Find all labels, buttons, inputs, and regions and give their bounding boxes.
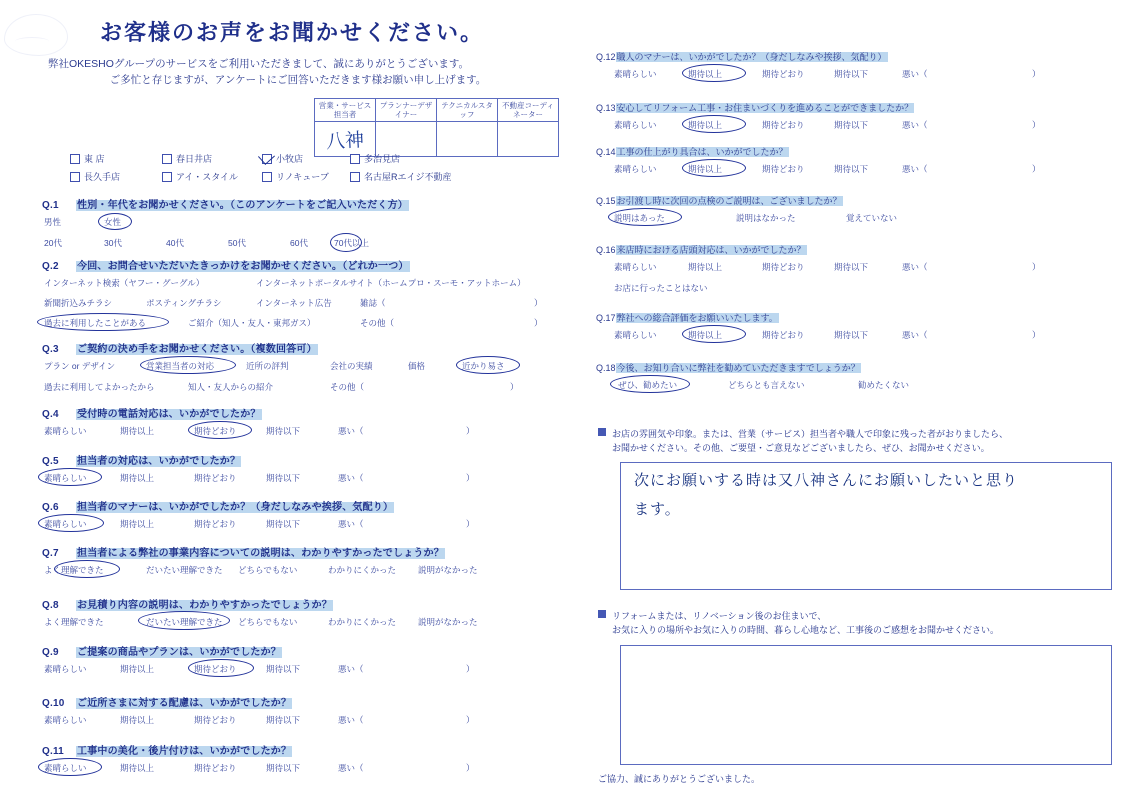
question-q14 bbox=[596, 145, 1116, 179]
option-above-expect[interactable]: 期待以上 bbox=[120, 426, 155, 436]
checkbox-nagoya-rage[interactable] bbox=[350, 170, 452, 183]
lead-line-2: ご多忙と存じますが、アンケートにご回答いただきます様お願い申し上げます。 bbox=[109, 74, 487, 87]
option-as-expect[interactable]: 期待どおり bbox=[194, 473, 237, 483]
question-heading bbox=[42, 405, 562, 420]
question-number: Q.13 bbox=[596, 103, 616, 113]
option-understood-mostly[interactable]: だいたい理解できた bbox=[146, 617, 223, 627]
question-text: 安心してリフォーム工事・お住まいづくりを進めることができましたか？ bbox=[616, 103, 914, 113]
option-other[interactable]: その他（ bbox=[360, 318, 395, 328]
option-bad[interactable]: 悪い（ bbox=[338, 715, 364, 725]
question-text: ご近所さまに対する配慮は、いかがでしたか？ bbox=[77, 698, 292, 709]
prompt-line-2: お聞かせください。その他、ご要望・ご意見などございましたら、ぜひ、お聞かせください。 bbox=[612, 443, 990, 454]
checkbox-label: 春日井店 bbox=[176, 154, 213, 164]
answer-options-row bbox=[42, 297, 562, 312]
question-heading bbox=[596, 50, 1116, 63]
question-number: Q.12 bbox=[596, 52, 616, 62]
option-excellent[interactable]: 素晴らしい bbox=[614, 164, 657, 174]
question-text: 今回、お問合せいただいたきっかけをお聞かせください。（どれか一つ） bbox=[77, 261, 409, 272]
store-checkbox-group bbox=[70, 152, 540, 188]
question-text: 工事の仕上がり具合は、いかがでしたか？ bbox=[616, 147, 788, 157]
option-no-explanation[interactable]: 説明がなかった bbox=[418, 565, 478, 575]
question-text: 来店時における店頭対応は、いかがでしたか？ bbox=[616, 245, 806, 255]
handwritten-circle-above-expect bbox=[682, 159, 746, 177]
question-q13 bbox=[596, 101, 1116, 135]
lead-text bbox=[48, 56, 548, 89]
option-as-expect[interactable]: 期待どおり bbox=[194, 763, 237, 773]
option-understood-mostly[interactable]: だいたい理解できた bbox=[146, 565, 223, 575]
checkbox-label: 東 店 bbox=[84, 154, 105, 164]
option-70s-plus[interactable]: 70代以上 bbox=[334, 238, 369, 248]
handwritten-circle-used-before bbox=[37, 313, 169, 331]
question-q6 bbox=[42, 498, 562, 534]
checkbox-renocube[interactable] bbox=[262, 170, 350, 183]
option-plan-design[interactable]: プラン or デザイン bbox=[44, 361, 116, 371]
option-magazine[interactable]: 雑誌（ bbox=[360, 298, 386, 308]
handwritten-circle-excellent bbox=[38, 468, 102, 486]
question-q5 bbox=[42, 452, 562, 488]
option-male[interactable]: 男性 bbox=[44, 217, 62, 227]
option-bad[interactable]: 悪い（ bbox=[338, 473, 364, 483]
question-q11 bbox=[42, 742, 562, 778]
option-below-expect[interactable]: 期待以下 bbox=[266, 473, 301, 483]
option-bad[interactable]: 悪い（ bbox=[902, 262, 928, 272]
staff-table bbox=[314, 98, 559, 157]
option-above-expect[interactable]: 期待以上 bbox=[688, 120, 723, 130]
option-60s[interactable]: 60代 bbox=[290, 238, 308, 248]
checkbox-tajimi[interactable] bbox=[350, 152, 400, 165]
question-q1 bbox=[42, 196, 562, 253]
option-bad-close: ） bbox=[1032, 262, 1041, 272]
option-above-expect[interactable]: 期待以上 bbox=[120, 763, 155, 773]
answer-options-row bbox=[42, 216, 562, 232]
option-below-expect[interactable]: 期待以下 bbox=[266, 664, 301, 674]
option-excellent[interactable]: 素晴らしい bbox=[614, 262, 657, 272]
question-number: Q.15 bbox=[596, 196, 616, 206]
question-q15 bbox=[596, 194, 1116, 228]
logo-watermark bbox=[4, 14, 68, 56]
option-above-expect[interactable]: 期待以上 bbox=[688, 330, 723, 340]
option-track-record[interactable]: 会社の実績 bbox=[330, 361, 373, 371]
option-below-expect[interactable]: 期待以下 bbox=[266, 426, 301, 436]
option-20s[interactable]: 20代 bbox=[44, 238, 62, 248]
footer-text: ご協力、誠にありがとうございました。 bbox=[598, 774, 761, 784]
question-text: 受付時の電話対応は、いかがでしたか？ bbox=[77, 409, 261, 420]
question-number: Q.10 bbox=[42, 698, 65, 709]
question-text: 弊社への総合評価をお願いいたします。 bbox=[616, 313, 778, 323]
handwritten-circle-explained bbox=[608, 208, 682, 226]
handwritten-line-2: ます。 bbox=[634, 499, 681, 518]
option-reputation[interactable]: 近所の評判 bbox=[246, 361, 289, 371]
option-bad[interactable]: 悪い（ bbox=[902, 120, 928, 130]
option-as-expect[interactable]: 期待どおり bbox=[194, 519, 237, 529]
question-number: Q.6 bbox=[42, 502, 59, 513]
handwritten-answer-1 bbox=[634, 466, 1104, 523]
answer-options-row bbox=[42, 663, 562, 679]
question-text: ご提案の商品やプランは、いかがでしたか？ bbox=[77, 647, 281, 658]
free-comment-box-2[interactable] bbox=[620, 645, 1112, 765]
checkbox-komaki[interactable] bbox=[262, 152, 350, 165]
option-below-expect[interactable]: 期待以下 bbox=[834, 69, 869, 79]
question-number: Q.4 bbox=[42, 409, 59, 420]
staff-header-cell: 営業・サービス担当者 bbox=[315, 99, 376, 122]
question-heading bbox=[42, 340, 562, 355]
question-text: 今後、お知り合いに弊社を勧めていただきますでしょうか？ bbox=[616, 363, 860, 373]
question-heading bbox=[596, 145, 1116, 158]
answer-options-row bbox=[42, 360, 562, 376]
handwritten-circle-understood-well bbox=[54, 560, 120, 578]
question-heading bbox=[596, 101, 1116, 114]
option-referral[interactable]: ご紹介（知人・友人・東邦ガス） bbox=[188, 318, 316, 328]
question-text: 担当者のマナーは、いかがでしたか？（身だしなみや挨拶、気配り） bbox=[77, 502, 394, 513]
option-used-before[interactable]: 過去に利用したことがある bbox=[44, 318, 147, 328]
option-internet-ad[interactable]: インターネット広告 bbox=[256, 298, 332, 308]
option-above-expect[interactable]: 期待以上 bbox=[688, 262, 723, 272]
question-text: 担当者による弊社の事業内容についての説明は、わかりやすかったでしょうか？ bbox=[77, 548, 444, 559]
handwritten-circle-70s bbox=[330, 233, 362, 252]
question-heading bbox=[42, 643, 562, 658]
answer-options-row bbox=[42, 425, 562, 441]
footer-thanks bbox=[598, 772, 760, 785]
option-bad-close: ） bbox=[466, 519, 475, 529]
answer-options-row bbox=[42, 518, 562, 534]
question-heading bbox=[42, 694, 562, 709]
handwritten-circle-above-expect bbox=[682, 325, 746, 343]
option-as-expect[interactable]: 期待どおり bbox=[762, 164, 805, 174]
answer-options-row bbox=[596, 379, 1116, 395]
prompt-line-1: お店の雰囲気や印象。または、営業（サービス）担当者や職人で印象に残った者がおりましたら、 bbox=[612, 429, 1009, 439]
option-sales-response[interactable]: 営業担当者の対応 bbox=[146, 361, 215, 371]
handwritten-circle-above-expect bbox=[682, 64, 746, 82]
question-heading bbox=[42, 498, 562, 513]
option-bad-close: ） bbox=[466, 426, 475, 436]
option-no-explanation[interactable]: 説明がなかった bbox=[418, 617, 478, 627]
question-text: ご契約の決め手をお聞かせください。（複数回答可） bbox=[77, 344, 317, 355]
question-number: Q.9 bbox=[42, 647, 59, 658]
question-heading bbox=[42, 196, 562, 211]
question-text: 職人のマナーは、いかがでしたか？（身だしなみや挨拶、気配り） bbox=[616, 52, 887, 62]
answer-options-row bbox=[596, 212, 1116, 228]
option-bad[interactable]: 悪い（ bbox=[902, 330, 928, 340]
checkbox-label: 名古屋Rエイジ不動産 bbox=[364, 172, 452, 182]
handwritten-circle-as-expect bbox=[188, 659, 254, 677]
page-title: お客様のお声をお聞かせください。 bbox=[100, 20, 485, 45]
option-portal-site[interactable]: インターネットポータルサイト（ホームプロ・スーモ・アットホーム） bbox=[256, 278, 526, 288]
option-below-expect[interactable]: 期待以下 bbox=[266, 519, 301, 529]
question-q4 bbox=[42, 405, 562, 441]
question-heading bbox=[42, 257, 562, 272]
option-above-expect[interactable]: 期待以上 bbox=[120, 664, 155, 674]
question-q8 bbox=[42, 596, 562, 632]
answer-options-row bbox=[42, 714, 562, 730]
question-text: お引渡し時に次回の点検のご説明は、ございましたか？ bbox=[616, 196, 842, 206]
handwritten-circle-female bbox=[98, 213, 132, 230]
option-bad-close: ） bbox=[466, 763, 475, 773]
question-heading bbox=[42, 742, 562, 757]
option-bad[interactable]: 悪い（ bbox=[338, 664, 364, 674]
option-female[interactable]: 女性 bbox=[104, 217, 122, 227]
option-bad[interactable]: 悪い（ bbox=[338, 519, 364, 529]
answer-options-row bbox=[596, 68, 1116, 84]
answer-options-row bbox=[42, 381, 562, 397]
question-number: Q.8 bbox=[42, 600, 59, 611]
handwritten-circle-sales-response bbox=[140, 356, 236, 374]
question-number: Q.3 bbox=[42, 344, 59, 355]
option-neutral[interactable]: どちらでもない bbox=[238, 617, 298, 627]
question-number: Q.14 bbox=[596, 147, 616, 157]
question-heading bbox=[596, 311, 1116, 324]
option-bad-close: ） bbox=[1032, 164, 1041, 174]
option-other[interactable]: その他（ bbox=[330, 382, 365, 392]
question-q3 bbox=[42, 340, 562, 397]
free-comment-prompt bbox=[598, 609, 1118, 638]
option-below-expect[interactable]: 期待以下 bbox=[834, 164, 869, 174]
option-above-expect[interactable]: 期待以上 bbox=[120, 473, 155, 483]
option-below-expect[interactable]: 期待以下 bbox=[834, 262, 869, 272]
question-text: 工事中の美化・後片付けは、いかがでしたか？ bbox=[77, 746, 292, 757]
option-internet-search[interactable]: インターネット検索（ヤフー・グーグル） bbox=[44, 278, 205, 288]
handwritten-circle-as-expect bbox=[188, 421, 252, 439]
answer-age-row bbox=[42, 237, 562, 253]
option-excellent[interactable]: 素晴らしい bbox=[614, 120, 657, 130]
option-above-expect[interactable]: 期待以上 bbox=[120, 715, 155, 725]
option-above-expect[interactable]: 期待以上 bbox=[120, 519, 155, 529]
checkbox-label: アイ・スタイル bbox=[176, 172, 239, 182]
option-magazine-close: ） bbox=[534, 298, 543, 308]
option-never-visited[interactable]: お店に行ったことはない bbox=[614, 283, 708, 293]
option-bad[interactable]: 悪い（ bbox=[338, 426, 364, 436]
option-excellent[interactable]: 素晴らしい bbox=[44, 763, 87, 773]
question-number: Q.17 bbox=[596, 313, 616, 323]
answer-options-row bbox=[42, 317, 562, 332]
answer-options-row bbox=[42, 564, 562, 580]
question-number: Q.7 bbox=[42, 548, 59, 559]
question-text: 性別・年代をお聞かせください。（このアンケートをご記入いただく方） bbox=[77, 200, 408, 211]
option-accessibility[interactable]: 近かり易さ bbox=[462, 361, 505, 371]
option-as-expect[interactable]: 期待どおり bbox=[194, 426, 237, 436]
square-bullet-icon bbox=[598, 610, 606, 618]
question-q16 bbox=[596, 243, 1116, 296]
answer-options-row bbox=[42, 472, 562, 488]
checkbox-label: リノキューブ bbox=[276, 172, 329, 182]
option-40s[interactable]: 40代 bbox=[166, 238, 184, 248]
option-bad[interactable]: 悪い（ bbox=[902, 69, 928, 79]
option-hard-to-understand[interactable]: わかりにくかった bbox=[328, 565, 397, 575]
option-bad-close: ） bbox=[466, 473, 475, 483]
square-bullet-icon bbox=[598, 428, 606, 436]
question-heading bbox=[596, 194, 1116, 207]
option-excellent[interactable]: 素晴らしい bbox=[614, 330, 657, 340]
question-heading bbox=[42, 544, 562, 559]
option-price[interactable]: 価格 bbox=[408, 361, 426, 371]
question-number: Q.5 bbox=[42, 456, 59, 467]
staff-header-cell: 不動産コーディネーター bbox=[498, 99, 559, 122]
option-understood-well[interactable]: よく理解できた bbox=[44, 617, 104, 627]
answer-options-row bbox=[42, 277, 562, 292]
option-other-close: ） bbox=[510, 382, 519, 392]
option-excellent[interactable]: 素晴らしい bbox=[44, 519, 87, 529]
question-q17 bbox=[596, 311, 1116, 345]
answer-options-row bbox=[42, 762, 562, 778]
handwritten-circle-excellent bbox=[38, 514, 104, 532]
option-bad[interactable]: 悪い（ bbox=[902, 164, 928, 174]
option-below-expect[interactable]: 期待以下 bbox=[266, 763, 301, 773]
option-good-experience[interactable]: 過去に利用してよかったから bbox=[44, 382, 155, 392]
question-heading bbox=[42, 452, 562, 467]
option-not-recommend[interactable]: 勧めたくない bbox=[858, 380, 910, 390]
question-heading bbox=[596, 361, 1116, 374]
question-text: 担当者の対応は、いかがでしたか？ bbox=[77, 456, 241, 467]
option-neutral[interactable]: どちらでもない bbox=[238, 565, 298, 575]
answer-options-row bbox=[42, 616, 562, 632]
checkbox-nagakute[interactable] bbox=[70, 170, 162, 183]
checkbox-istyle[interactable] bbox=[162, 170, 262, 183]
handwritten-circle-above-expect bbox=[682, 115, 746, 133]
option-hard-to-understand[interactable]: わかりにくかった bbox=[328, 617, 397, 627]
answer-options-row bbox=[596, 119, 1116, 135]
question-q7 bbox=[42, 544, 562, 580]
option-excellent[interactable]: 素晴らしい bbox=[44, 426, 87, 436]
option-other-close: ） bbox=[534, 318, 543, 328]
option-recommend[interactable]: ぜひ、勧めたい bbox=[618, 380, 678, 390]
option-below-expect[interactable]: 期待以下 bbox=[834, 330, 869, 340]
option-50s[interactable]: 50代 bbox=[228, 238, 246, 248]
question-number: Q.16 bbox=[596, 245, 616, 255]
handwritten-circle-accessibility bbox=[456, 356, 520, 374]
option-as-expect[interactable]: 期待どおり bbox=[194, 664, 237, 674]
handwritten-circle-recommend bbox=[610, 375, 690, 393]
prompt-line-1: リフォームまたは、リノベーション後のお住まいで、 bbox=[612, 611, 827, 621]
option-bad-close: ） bbox=[466, 664, 475, 674]
option-understood-well[interactable]: よく理解できた bbox=[44, 565, 104, 575]
option-above-expect[interactable]: 期待以上 bbox=[688, 69, 723, 79]
option-bad-close: ） bbox=[1032, 330, 1041, 340]
option-newspaper-insert[interactable]: 新聞折込みチラシ bbox=[44, 298, 113, 308]
answer-options-row bbox=[596, 282, 1116, 296]
option-friend-referral[interactable]: 知人・友人からの紹介 bbox=[188, 382, 274, 392]
question-q10 bbox=[42, 694, 562, 730]
option-30s[interactable]: 30代 bbox=[104, 238, 122, 248]
handwritten-staff-name: 八神 bbox=[325, 128, 365, 153]
question-q2 bbox=[42, 257, 562, 332]
prompt-line-2: お気に入りの場所やお気に入りの時間、暮らし心地など、工事後のご感想をお聞かせください。 bbox=[612, 625, 1000, 636]
question-number: Q.11 bbox=[42, 746, 64, 757]
option-bad-close: ） bbox=[1032, 120, 1041, 130]
option-dont-remember[interactable]: 覚えていない bbox=[846, 213, 898, 223]
option-excellent[interactable]: 素晴らしい bbox=[44, 664, 87, 674]
option-as-expect[interactable]: 期待どおり bbox=[762, 69, 805, 79]
handwritten-line-1: 次にお願いする時は又八神さんにお願いしたいと思り bbox=[634, 471, 1019, 489]
option-below-expect[interactable]: 期待以下 bbox=[266, 715, 301, 725]
option-posting-flyer[interactable]: ポスティングチラシ bbox=[146, 298, 222, 308]
option-as-expect[interactable]: 期待どおり bbox=[762, 330, 805, 340]
option-not-explained[interactable]: 説明はなかった bbox=[736, 213, 796, 223]
checkbox-label: 多治見店 bbox=[364, 154, 401, 164]
question-number: Q.2 bbox=[42, 261, 59, 272]
option-above-expect[interactable]: 期待以上 bbox=[688, 164, 723, 174]
option-as-expect[interactable]: 期待どおり bbox=[762, 120, 805, 130]
free-comment-prompt bbox=[598, 427, 1118, 456]
staff-header-cell: テクニカルスタッフ bbox=[437, 99, 498, 122]
lead-line-1: 弊社OKESHOグループのサービスをご利用いただきまして、誠にありがとうございます。 bbox=[48, 58, 470, 70]
free-comment-section-1 bbox=[598, 427, 1118, 456]
question-q9 bbox=[42, 643, 562, 679]
question-q18 bbox=[596, 361, 1116, 395]
option-excellent[interactable]: 素晴らしい bbox=[44, 715, 87, 725]
question-heading bbox=[42, 596, 562, 611]
answer-options-row bbox=[596, 163, 1116, 179]
free-comment-section-2 bbox=[598, 609, 1118, 638]
checkbox-kasugai[interactable] bbox=[162, 152, 262, 165]
staff-header-cell: プランナーデザイナー bbox=[376, 99, 437, 122]
question-q12 bbox=[596, 50, 1116, 84]
question-text: お見積り内容の説明は、わかりやすかったでしょうか？ bbox=[77, 600, 332, 611]
answer-options-row bbox=[596, 261, 1116, 277]
answer-options-row bbox=[596, 329, 1116, 345]
option-as-expect[interactable]: 期待どおり bbox=[194, 715, 237, 725]
store-row-2 bbox=[70, 170, 540, 183]
option-excellent[interactable]: 素晴らしい bbox=[44, 473, 87, 483]
checkbox-label: 長久手店 bbox=[84, 172, 121, 182]
option-below-expect[interactable]: 期待以下 bbox=[834, 120, 869, 130]
option-bad[interactable]: 悪い（ bbox=[338, 763, 364, 773]
option-excellent[interactable]: 素晴らしい bbox=[614, 69, 657, 79]
option-bad-close: ） bbox=[466, 715, 475, 725]
handwritten-circle-understood-mostly bbox=[138, 611, 230, 630]
option-bad-close: ） bbox=[1032, 69, 1041, 79]
question-number: Q.18 bbox=[596, 363, 616, 373]
question-number: Q.1 bbox=[42, 200, 59, 211]
checkbox-higashi[interactable] bbox=[70, 152, 162, 165]
option-explained[interactable]: 説明はあった bbox=[614, 213, 665, 223]
handwritten-circle-excellent bbox=[38, 758, 102, 776]
checkbox-label: 小牧店 bbox=[276, 154, 304, 164]
option-as-expect[interactable]: 期待どおり bbox=[762, 262, 805, 272]
question-heading bbox=[596, 243, 1116, 256]
store-row-1 bbox=[70, 152, 540, 165]
option-neutral[interactable]: どちらとも言えない bbox=[728, 380, 805, 390]
